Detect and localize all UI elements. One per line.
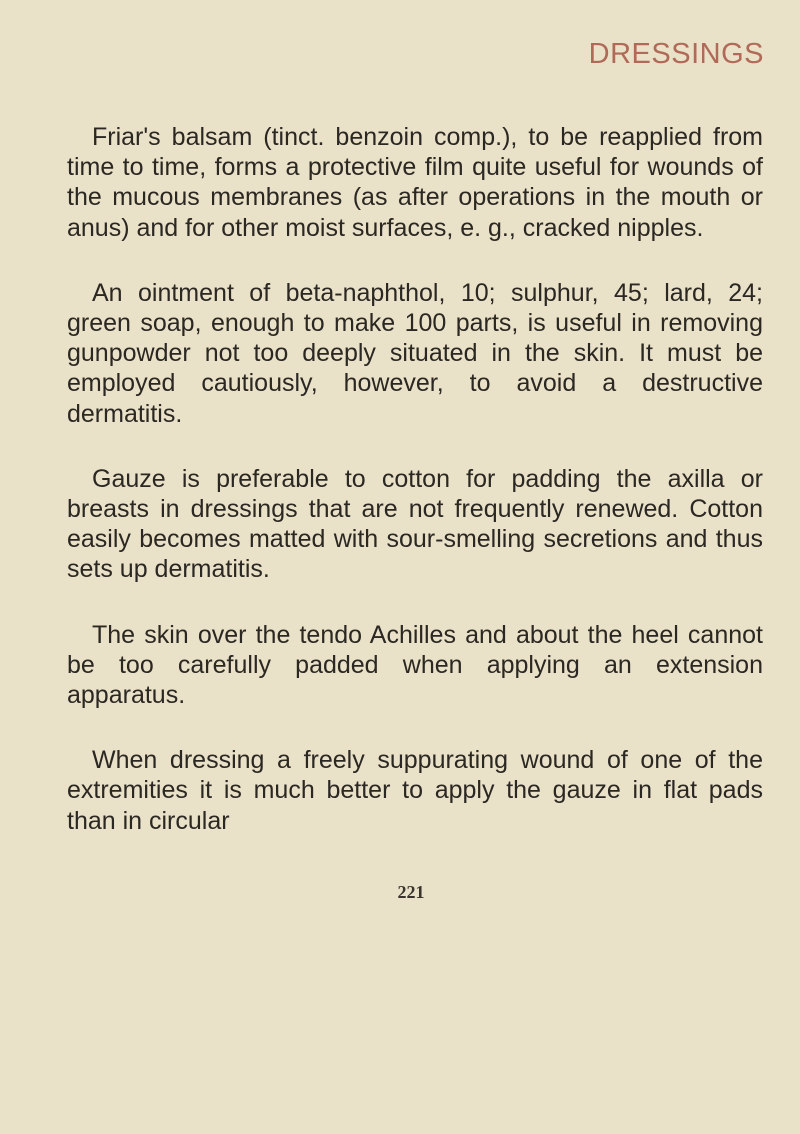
page-number: 221 (397, 882, 425, 902)
paragraph-suppurating-wound: When dressing a freely suppurating wound of one of the extremities it is much better to apply the gauze in flat pads than in circular (67, 746, 763, 835)
paragraph-gauze: Gauze is preferable to cotton for padding the axilla or breasts in dressings that are not frequently renewed. Cotton easily becomes matted with sour-smelling secretions and thus sets up dermatitis. (67, 464, 763, 584)
paragraph-friars-balsam: Friar's balsam (tinct. benzoin comp.), to be reapplied from time to time, forms a protective film quite useful for wounds of the mucous membranes (as after operations in the mouth or anus) and for other moist surfaces, e. g., cracked nipples. (67, 123, 763, 242)
running-head: DRESSINGS (588, 38, 764, 70)
body-text (67, 122, 763, 836)
paragraph-ointment: An ointment of beta-naphthol, 10; sulphur, 45; lard, 24; green soap, enough to make 100 parts, is useful in removing gunpowder not too deeply situated in the skin. It must be employed cautiously, however, to avoid a destructive dermatitis. (67, 278, 763, 428)
paragraph-tendo-achilles: The skin over the tendo Achilles and about the heel cannot be too carefully padded when applying an extension apparatus. (67, 620, 763, 710)
